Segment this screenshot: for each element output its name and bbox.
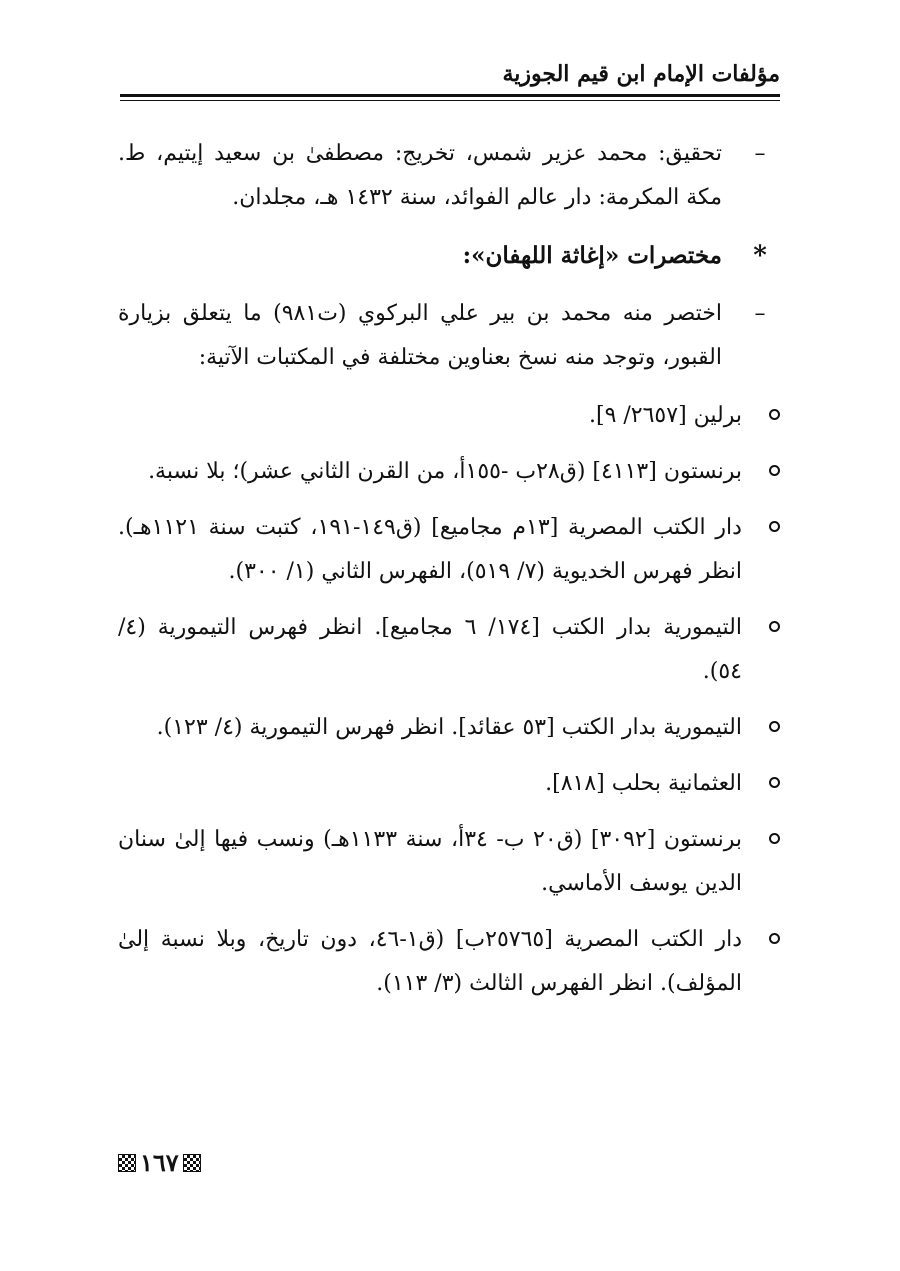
running-header	[120, 56, 780, 104]
manuscript-item	[118, 394, 780, 438]
header-rule-thin	[120, 100, 780, 101]
ornament-icon	[183, 1154, 201, 1172]
circle-bullet-icon	[769, 521, 780, 532]
circle-bullet-icon	[769, 409, 780, 420]
entry-text: اختصر منه محمد بن بير علي البركوي (ت٩٨١) ما يتعلق بزيارة القبور، وتوجد منه نسخ بعناوين مختلفة في المكتبات الآتية:	[118, 301, 722, 370]
entry-text: تحقيق: محمد عزير شمس، تخريج: مصطفىٰ بن سعيد إيتيم، ط. مكة المكرمة: دار عالم الفوائد، سنة ١٤٣٢ هـ، مجلدان.	[118, 141, 722, 210]
manuscript-item-text: التيمورية بدار الكتب [٥٣ عقائد]. انظر فهرس التيمورية (٤/ ١٢٣).	[156, 715, 742, 740]
manuscript-item-text: برلين [٢٦٥٧/ ٩].	[588, 403, 742, 428]
manuscript-item	[118, 506, 780, 594]
manuscript-item-text: برنستون [٤١١٣] (ق٢٨ب -١٥٥أ، من القرن الثاني عشر)؛ بلا نسبة.	[148, 459, 742, 484]
page-footer	[118, 1150, 201, 1176]
section-heading	[118, 234, 780, 278]
dash-marker: –	[754, 141, 766, 166]
manuscript-item-text: دار الكتب المصرية [١٣م مجاميع] (ق١٤٩-١٩١، كتبت سنة ١١٢١هـ). انظر فهرس الخديوية (٧/ ٥١٩)، الفهرس الثاني (١/ ٣٠٠).	[118, 515, 742, 584]
main-content	[118, 132, 780, 1018]
circle-bullet-icon	[769, 777, 780, 788]
manuscript-item	[118, 762, 780, 806]
circle-bullet-icon	[769, 721, 780, 732]
ornament-icon	[118, 1154, 136, 1172]
circle-bullet-icon	[769, 465, 780, 476]
header-title: مؤلفات الإمام ابن قيم الجوزية	[502, 61, 780, 87]
header-rule-thick	[120, 94, 780, 97]
manuscript-item	[118, 918, 780, 1006]
circle-bullet-icon	[769, 621, 780, 632]
manuscript-item-text: دار الكتب المصرية [٢٥٧٦٥ب] (ق١-٤٦، دون تاريخ، وبلا نسبة إلىٰ المؤلف). انظر الفهرس الثالث (٣/ ١١٣).	[118, 927, 742, 996]
manuscript-item-text: العثمانية بحلب [٨١٨].	[545, 771, 742, 796]
page-number: ١٦٧	[140, 1148, 179, 1177]
manuscript-item	[118, 706, 780, 750]
dash-entry-edition	[118, 132, 780, 220]
manuscript-item-text: برنستون [٣٠٩٢] (ق٢٠ ب- ٣٤أ، سنة ١١٣٣هـ) ونسب فيها إلىٰ سنان الدين يوسف الأماسي.	[118, 827, 742, 896]
manuscript-item	[118, 818, 780, 906]
dash-entry-abridgement	[118, 292, 780, 380]
circle-bullet-icon	[769, 833, 780, 844]
asterisk-marker: *	[753, 241, 767, 271]
section-heading-text: مختصرات «إغاثة اللهفان»:	[462, 242, 722, 269]
manuscript-item	[118, 450, 780, 494]
circle-bullet-icon	[769, 933, 780, 944]
manuscript-item	[118, 606, 780, 694]
dash-marker: –	[754, 301, 766, 326]
manuscript-item-text: التيمورية بدار الكتب [١٧٤/ ٦ مجاميع]. انظر فهرس التيمورية (٤/ ٥٤).	[118, 615, 742, 684]
